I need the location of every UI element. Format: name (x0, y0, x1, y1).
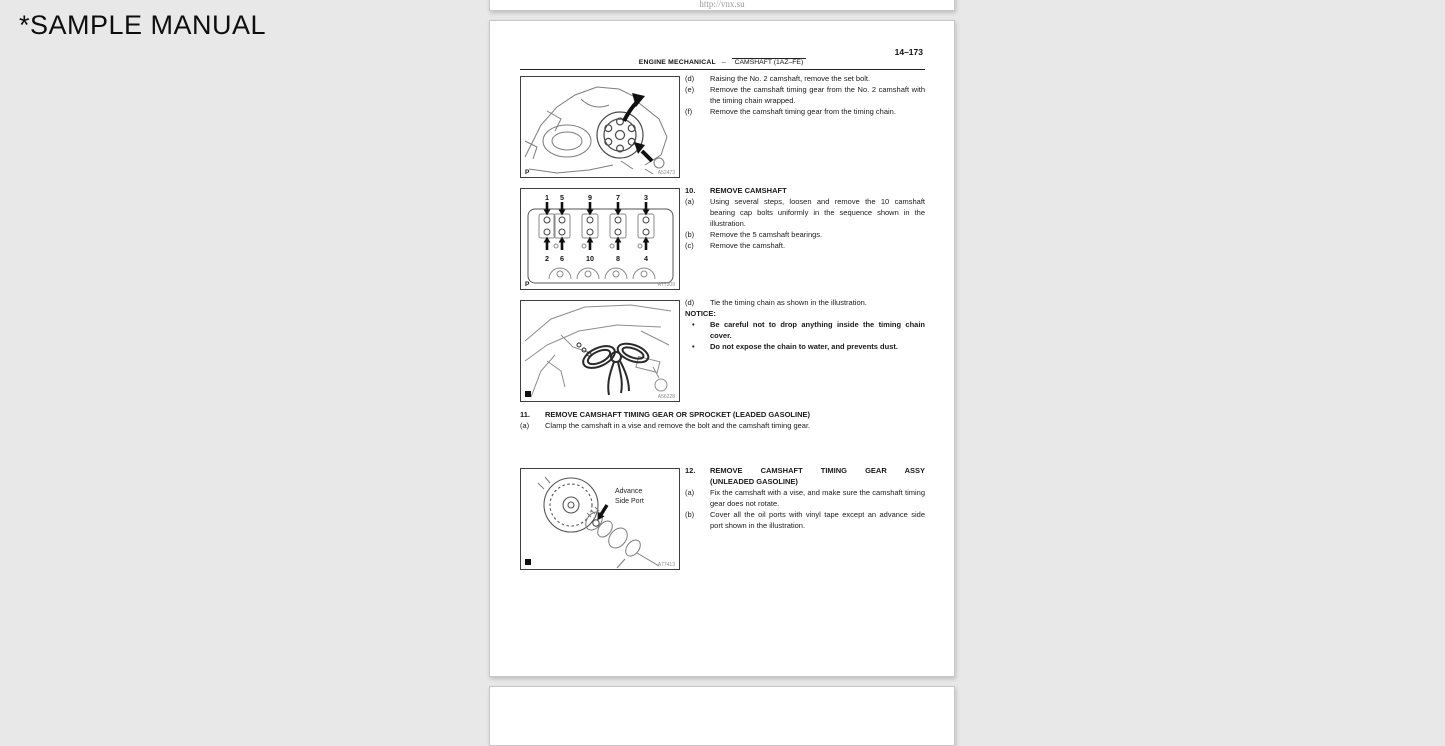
manual-page (489, 20, 955, 677)
figure-advance-side-port (520, 468, 680, 570)
header-title: CAMSHAFT (1AZ–FE) (732, 58, 807, 66)
figure1-line-art (521, 77, 679, 177)
notice-item: • Be careful not to drop anything inside the timing chain cover. (685, 319, 925, 341)
figure4-line-art (521, 469, 679, 569)
svg-text:3: 3 (644, 193, 648, 202)
figure-code: A56228 (657, 394, 675, 400)
engine-outline (525, 87, 667, 174)
step-block-notice (685, 297, 925, 352)
step-block-remove-camshaft (685, 185, 925, 251)
svg-text:10: 10 (586, 254, 594, 263)
site-watermark: http://vnx.su (699, 0, 745, 9)
step-item: (d) Raising the No. 2 camshaft, remove the set bolt. (685, 74, 871, 83)
oil-port (593, 520, 599, 526)
sequence-numbers-bottom (545, 254, 648, 263)
tied-chain-bow (580, 340, 651, 395)
prev-page-fragment (489, 0, 955, 11)
heading-line2: (UNLEADED GASOLINE) (710, 477, 798, 486)
step-item: (d) Tie the timing chain as shown in the illustration. (685, 298, 867, 307)
figure-orientation-mark (525, 559, 531, 565)
section-heading: 11. REMOVE CAMSHAFT TIMING GEAR OR SPROCKET (LEADED GASOLINE) (520, 410, 811, 419)
svg-text:Advance: Advance (615, 488, 643, 495)
cap-bolts (544, 217, 649, 235)
page-number: 14–173 (894, 47, 923, 57)
svg-text:6: 6 (560, 254, 564, 263)
svg-text:2: 2 (545, 254, 549, 263)
sequence-arrows-bottom (544, 237, 650, 251)
step-item: (a) Using several steps, loosen and remove the 10 camshaft bearing cap bolts uniformly in the sequence shown in the illustration. (685, 197, 925, 228)
section-heading: 12. REMOVE CAMSHAFT TIMING GEAR ASSY (UNLEADED GASOLINE) (685, 466, 925, 486)
figure-camshaft-timing-gear (520, 76, 680, 178)
sequence-numbers-top (545, 193, 648, 202)
step-block-remove-gear-unleaded (685, 465, 925, 531)
step-block-remove-gear-leaded (520, 409, 925, 431)
figure2-line-art (521, 189, 679, 289)
svg-text:5: 5 (560, 193, 564, 202)
step-item: (a) Clamp the camshaft in a vise and remove the bolt and the camshaft timing gear. (520, 421, 811, 430)
sample-manual-watermark-title: *SAMPLE MANUAL (19, 10, 267, 40)
step-item: (b) Remove the 5 camshaft bearings. (685, 230, 823, 239)
notice-heading: NOTICE: (685, 309, 716, 318)
svg-text:1: 1 (545, 193, 549, 202)
figure-code: A77413 (657, 562, 675, 568)
section-heading: 10. REMOVE CAMSHAFT (685, 186, 787, 195)
svg-text:7: 7 (616, 193, 620, 202)
running-header (520, 59, 925, 70)
bullet-icon: • (692, 342, 695, 351)
step-item: (b) Cover all the oil ports with vinyl tape except an advance side port shown in the illustration. (685, 510, 925, 530)
step-item: (a) Fix the camshaft with a vise, and make sure the camshaft timing gear does not rotate. (685, 488, 925, 508)
figure-orientation-mark: P (525, 281, 530, 288)
svg-text:Side Port: Side Port (615, 498, 644, 505)
timing-gear-assy (544, 478, 598, 532)
svg-text:4: 4 (644, 254, 648, 263)
notice-item: • Do not expose the chain to water, and prevents dust. (685, 341, 925, 352)
svg-text:9: 9 (588, 193, 592, 202)
bearing-caps (539, 214, 655, 279)
figure-orientation-mark: P (525, 169, 530, 176)
figure-bolt-loosening-sequence (520, 188, 680, 290)
header-separator: – (721, 59, 726, 66)
figure-orientation-mark (525, 391, 531, 397)
figure3-line-art (521, 301, 679, 401)
header-section: ENGINE MECHANICAL (638, 59, 716, 66)
step-item: (f) Remove the camshaft timing gear from the timing chain. (685, 107, 896, 116)
step-item: (e) Remove the camshaft timing gear from the No. 2 camshaft with the timing chain wrapped. (685, 85, 925, 105)
svg-text:8: 8 (616, 254, 620, 263)
figure-tied-timing-chain (520, 300, 680, 402)
next-page-fragment (489, 686, 955, 746)
step-block-def (685, 73, 925, 117)
timing-gear (597, 112, 643, 158)
figure-code: A52473 (657, 170, 675, 176)
step-item: (c) Remove the camshaft. (685, 241, 786, 250)
bullet-icon: • (692, 320, 695, 329)
figure-code: A77309 (657, 282, 675, 288)
port-callout-label (615, 488, 644, 505)
heading-line1: REMOVE CAMSHAFT TIMING GEAR ASSY (710, 466, 925, 475)
